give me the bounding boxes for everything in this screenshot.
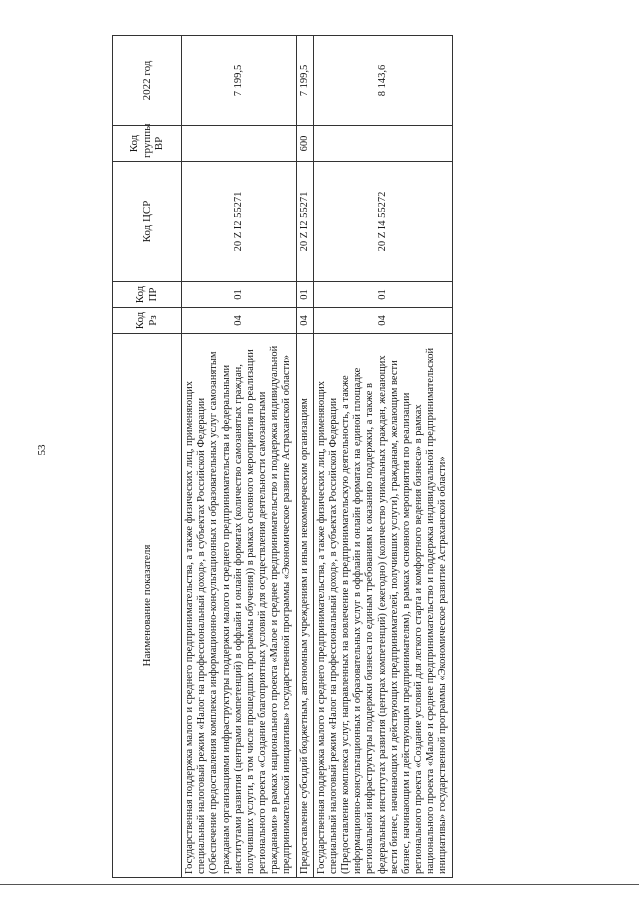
budget-table: [112, 35, 453, 878]
row-year-value: 8 143,6: [313, 36, 452, 126]
row-pr: 01: [313, 282, 452, 308]
row-csr: 20 Z I4 55272: [313, 162, 452, 282]
row-csr: 20 Z I2 55271: [182, 162, 297, 282]
row-year-value: 7 199,5: [296, 36, 313, 126]
bottom-divider: [0, 884, 639, 885]
row-rz: 04: [296, 308, 313, 334]
table-row: [182, 36, 297, 878]
page-number: 53: [36, 444, 48, 456]
row-year-value: 7 199,5: [182, 36, 297, 126]
row-vr: 600: [296, 126, 313, 162]
row-vr: [182, 126, 297, 162]
header-vr: Код группы ВР: [113, 126, 182, 162]
row-name: Предоставление субсидий бюджетным, автономным учреждениям и иным некоммерческим организациям: [296, 334, 313, 878]
row-rz: 04: [182, 308, 297, 334]
row-name: Государственная поддержка малого и среднего предпринимательства, а также физических лиц, применяющих специальный налоговый режим «Налог на профессиональный доход», в субъектах Российской Федерации (Обеспечение предоставления комплекса информационно-консультационных и образовательных услуг самозанятым гражданам организациями инфраструктуры поддержки малого и среднего предпринимательства и федеральными институтами развития (центрами компетенций) в оффлайн и онлайн форматах (количество самозанятых граждан, получивших услуги, в том числе прошедших программы обучения)) в рамках основного мероприятия по реализации регионального проекта «Создание благоприятных условий для осуществления деятельности самозанятыми гражданами» в рамках национального проекта «Малое и среднее предпринимательство и поддержка индивидуальной предпринимательской инициативы» государственной программы «Экономическое развитие Астраханской области»: [182, 334, 297, 878]
table-header-row: [113, 36, 182, 878]
table-row: [296, 36, 313, 878]
header-rz: Код Рз: [113, 308, 182, 334]
row-vr: [313, 126, 452, 162]
rotated-table-wrapper: [112, 36, 600, 878]
header-csr: Код ЦСР: [113, 162, 182, 282]
row-pr: 01: [182, 282, 297, 308]
table-row: [313, 36, 452, 878]
header-year: 2022 год: [113, 36, 182, 126]
header-pr: Код ПР: [113, 282, 182, 308]
header-name: Наименование показателя: [113, 334, 182, 878]
row-csr: 20 Z I2 55271: [296, 162, 313, 282]
row-name: Государственная поддержка малого и среднего предпринимательства, а также физических лиц, применяющих специальный налоговый режим «Налог на профессиональный доход», в субъектах Российской Федерации (Предоставление комплекса услуг, направленных на вовлечение в предпринимательскую деятельность, а также информационно-консультационных и образовательных услуг в оффлайн и онлайн форматах на единой площадке региональной инфраструктуры поддержки бизнеса по единым требованиям к оказанию поддержки, а также в федеральных институтах развития (центрах компетенций) (ежегодно) (количество уникальных граждан, желающих вести бизнес, начинающих и действующих предпринимателей, получивших услуги), гражданам, желающим вести бизнес, начинающим и действующим предпринимателям), в рамках основного мероприятия по реализации регионального проекта «Создание условий для легкого старта и комфортного ведения бизнеса» в рамках национального проекта «Малое и среднее предпринимательство и поддержка индивидуальной предпринимательской инициативы» государственной программы «Экономическое развитие Астраханской области»: [313, 334, 452, 878]
row-pr: 01: [296, 282, 313, 308]
row-rz: 04: [313, 308, 452, 334]
